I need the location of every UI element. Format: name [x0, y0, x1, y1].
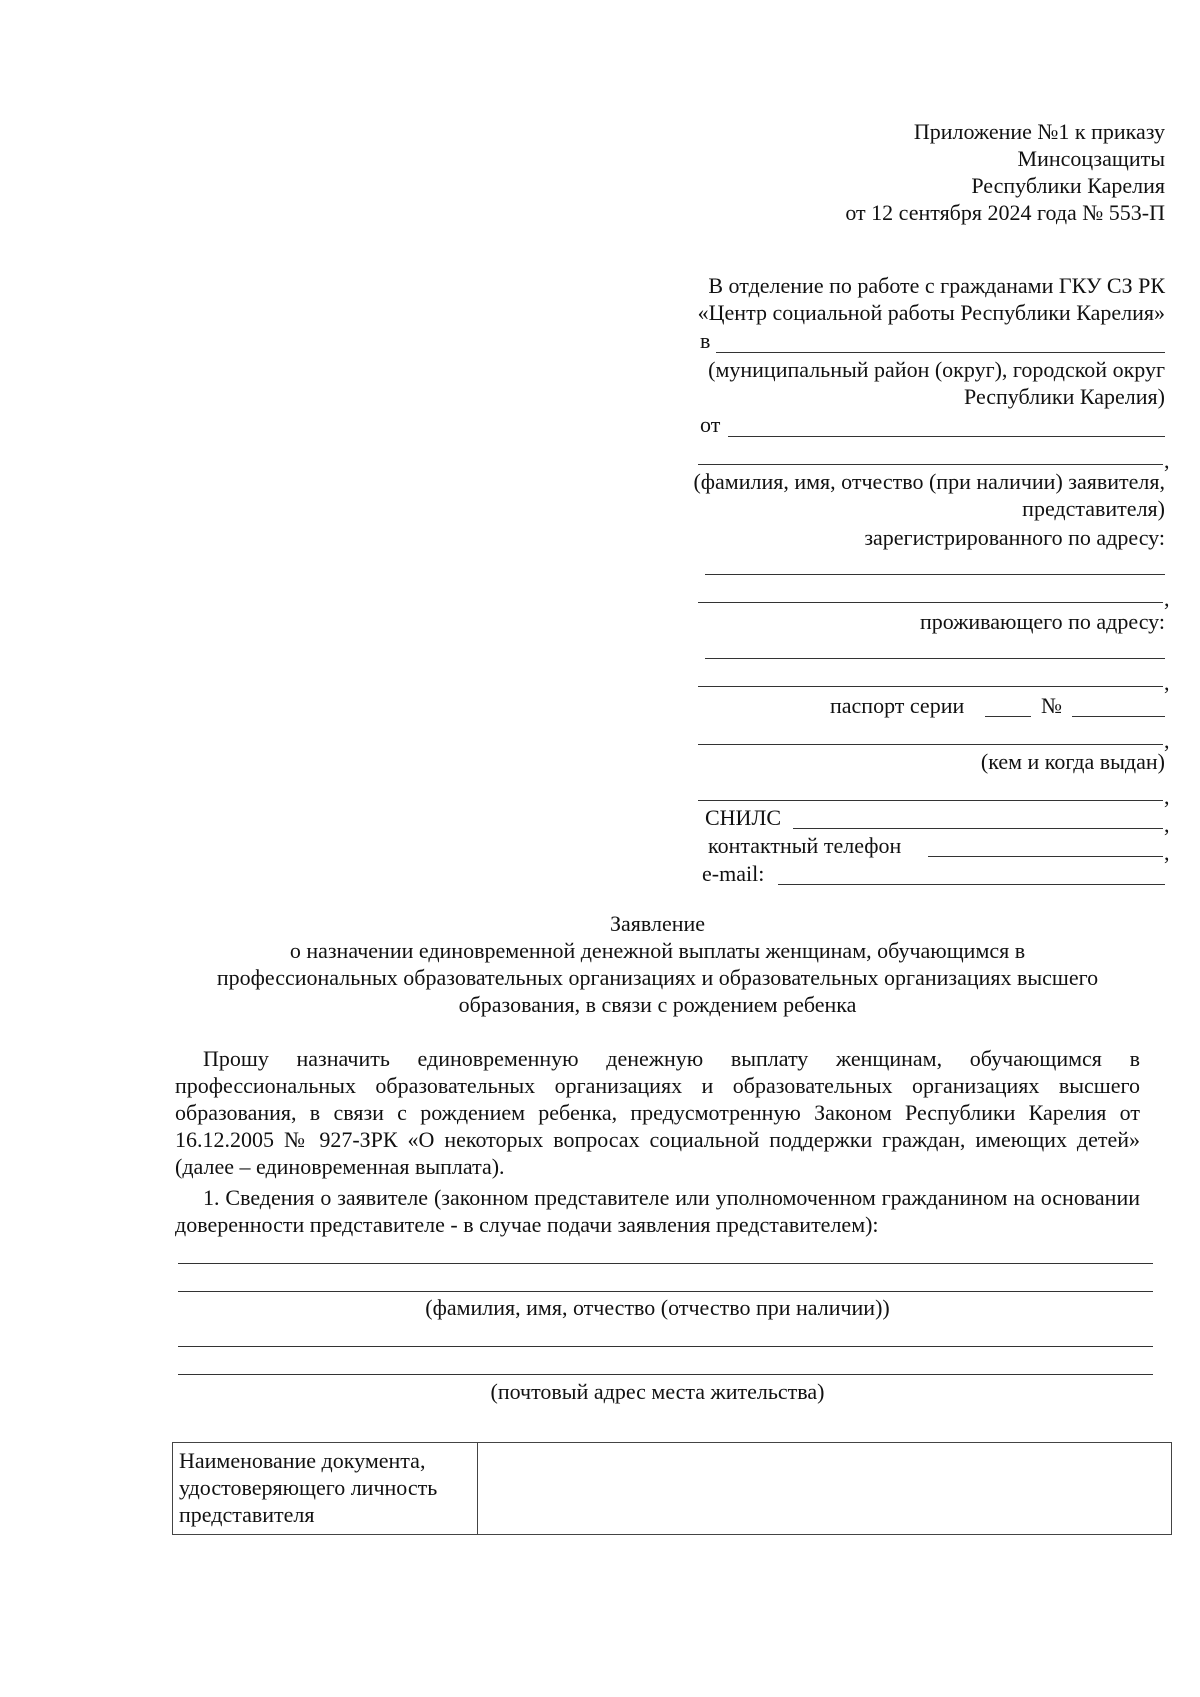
- appendix-line-4: от 12 сентября 2024 года № 553-П: [845, 200, 1165, 225]
- comma-1: ,: [1164, 448, 1170, 473]
- passport-series-field[interactable]: [985, 716, 1031, 717]
- comma-4: ,: [1164, 728, 1170, 753]
- applicant-name-field-1[interactable]: [728, 436, 1165, 437]
- registered-address-field-1[interactable]: [705, 574, 1165, 575]
- representative-document-table: [172, 1442, 1172, 1535]
- table-row: [173, 1443, 1172, 1535]
- passport-number-field[interactable]: [1072, 716, 1165, 717]
- living-address-field-2[interactable]: [698, 686, 1163, 687]
- table-cell-value[interactable]: [478, 1443, 1172, 1535]
- registered-address-field-2[interactable]: [698, 602, 1163, 603]
- district-caption-line-1: (муниципальный район (округ), городской округ: [708, 357, 1165, 382]
- fio-caption: (фамилия, имя, отчество (отчество при наличии)): [425, 1295, 890, 1320]
- postal-address-field-1[interactable]: [178, 1346, 1153, 1347]
- comma-5: ,: [1164, 784, 1170, 809]
- passport-number-label: №: [1041, 693, 1062, 718]
- living-address-field-1[interactable]: [705, 658, 1165, 659]
- comma-7: ,: [1164, 840, 1170, 865]
- living-label: проживающего по адресу:: [919, 609, 1165, 634]
- name-caption: [693, 468, 1165, 522]
- appendix-line-2: Минсоцзащиты: [1017, 146, 1165, 171]
- name-caption-line-2: представителя): [1022, 496, 1165, 521]
- registered-label: зарегистрированного по адресу:: [864, 525, 1165, 550]
- passport-series-label: паспорт серии: [830, 693, 965, 718]
- title-line-1: Заявление: [609, 911, 706, 936]
- title-line-3: профессиональных образовательных организациях и образовательных организациях высшего: [216, 965, 1099, 990]
- district-caption-line-2: Республики Карелия): [964, 384, 1165, 409]
- addressee-org: [698, 272, 1165, 326]
- applicant-name-field-2[interactable]: [698, 464, 1163, 465]
- phone-label: контактный телефон: [708, 833, 902, 858]
- comma-6: ,: [1164, 812, 1170, 837]
- table-cell-label: Наименование документа, удостоверяющего личность представителя: [173, 1443, 478, 1535]
- postal-address-field-2[interactable]: [178, 1374, 1153, 1375]
- district-caption: [708, 356, 1165, 410]
- title-line-4: образования, в связи с рождением ребенка: [458, 992, 857, 1017]
- postal-caption: (почтовый адрес места жительства): [490, 1379, 825, 1404]
- snils-field[interactable]: [793, 828, 1163, 829]
- email-field[interactable]: [778, 884, 1165, 885]
- email-label: e-mail:: [702, 861, 765, 886]
- appendix-line-3: Республики Карелия: [971, 173, 1165, 198]
- applicant-fio-field-2[interactable]: [178, 1291, 1153, 1292]
- phone-field[interactable]: [928, 856, 1163, 857]
- document-title: [175, 910, 1140, 1018]
- appendix-line-1: Приложение №1 к приказу: [913, 119, 1165, 144]
- district-field[interactable]: [716, 352, 1165, 353]
- addressee-line-1: В отделение по работе с гражданами ГКУ СЗ РК: [708, 273, 1165, 298]
- passport-issued-field-2[interactable]: [698, 800, 1163, 801]
- in-prefix: в: [700, 328, 711, 353]
- name-caption-line-1: (фамилия, имя, отчество (при наличии) заявителя,: [693, 469, 1165, 494]
- snils-label: СНИЛС: [705, 805, 782, 830]
- applicant-fio-field-1[interactable]: [178, 1263, 1153, 1264]
- appendix-header: [845, 118, 1165, 226]
- body-paragraph-2: 1. Сведения о заявителе (законном представителе или уполномоченном гражданином на основании доверенности представителе - в случае подачи заявления представителем):: [175, 1185, 1140, 1237]
- issued-caption: (кем и когда выдан): [980, 749, 1165, 774]
- from-prefix: от: [700, 412, 721, 437]
- comma-2: ,: [1164, 586, 1170, 611]
- title-line-2: о назначении единовременной денежной выплаты женщинам, обучающимся в: [289, 938, 1026, 963]
- passport-issued-field[interactable]: [698, 744, 1163, 745]
- body-paragraph-1: Прошу назначить единовременную денежную выплату женщинам, обучающимся в профессиональных образовательных организациях и образовательных организациях высшего образования, в связи с рождением ребенка, предусмотренную Законом Республики Карелия от 16.12.2005 № 927-ЗРК «О некоторых вопросах социальной поддержки граждан, имеющих детей» (далее – единовременная выплата).: [175, 1046, 1140, 1179]
- addressee-line-2: «Центр социальной работы Республики Карелия»: [697, 300, 1165, 325]
- comma-3: ,: [1164, 670, 1170, 695]
